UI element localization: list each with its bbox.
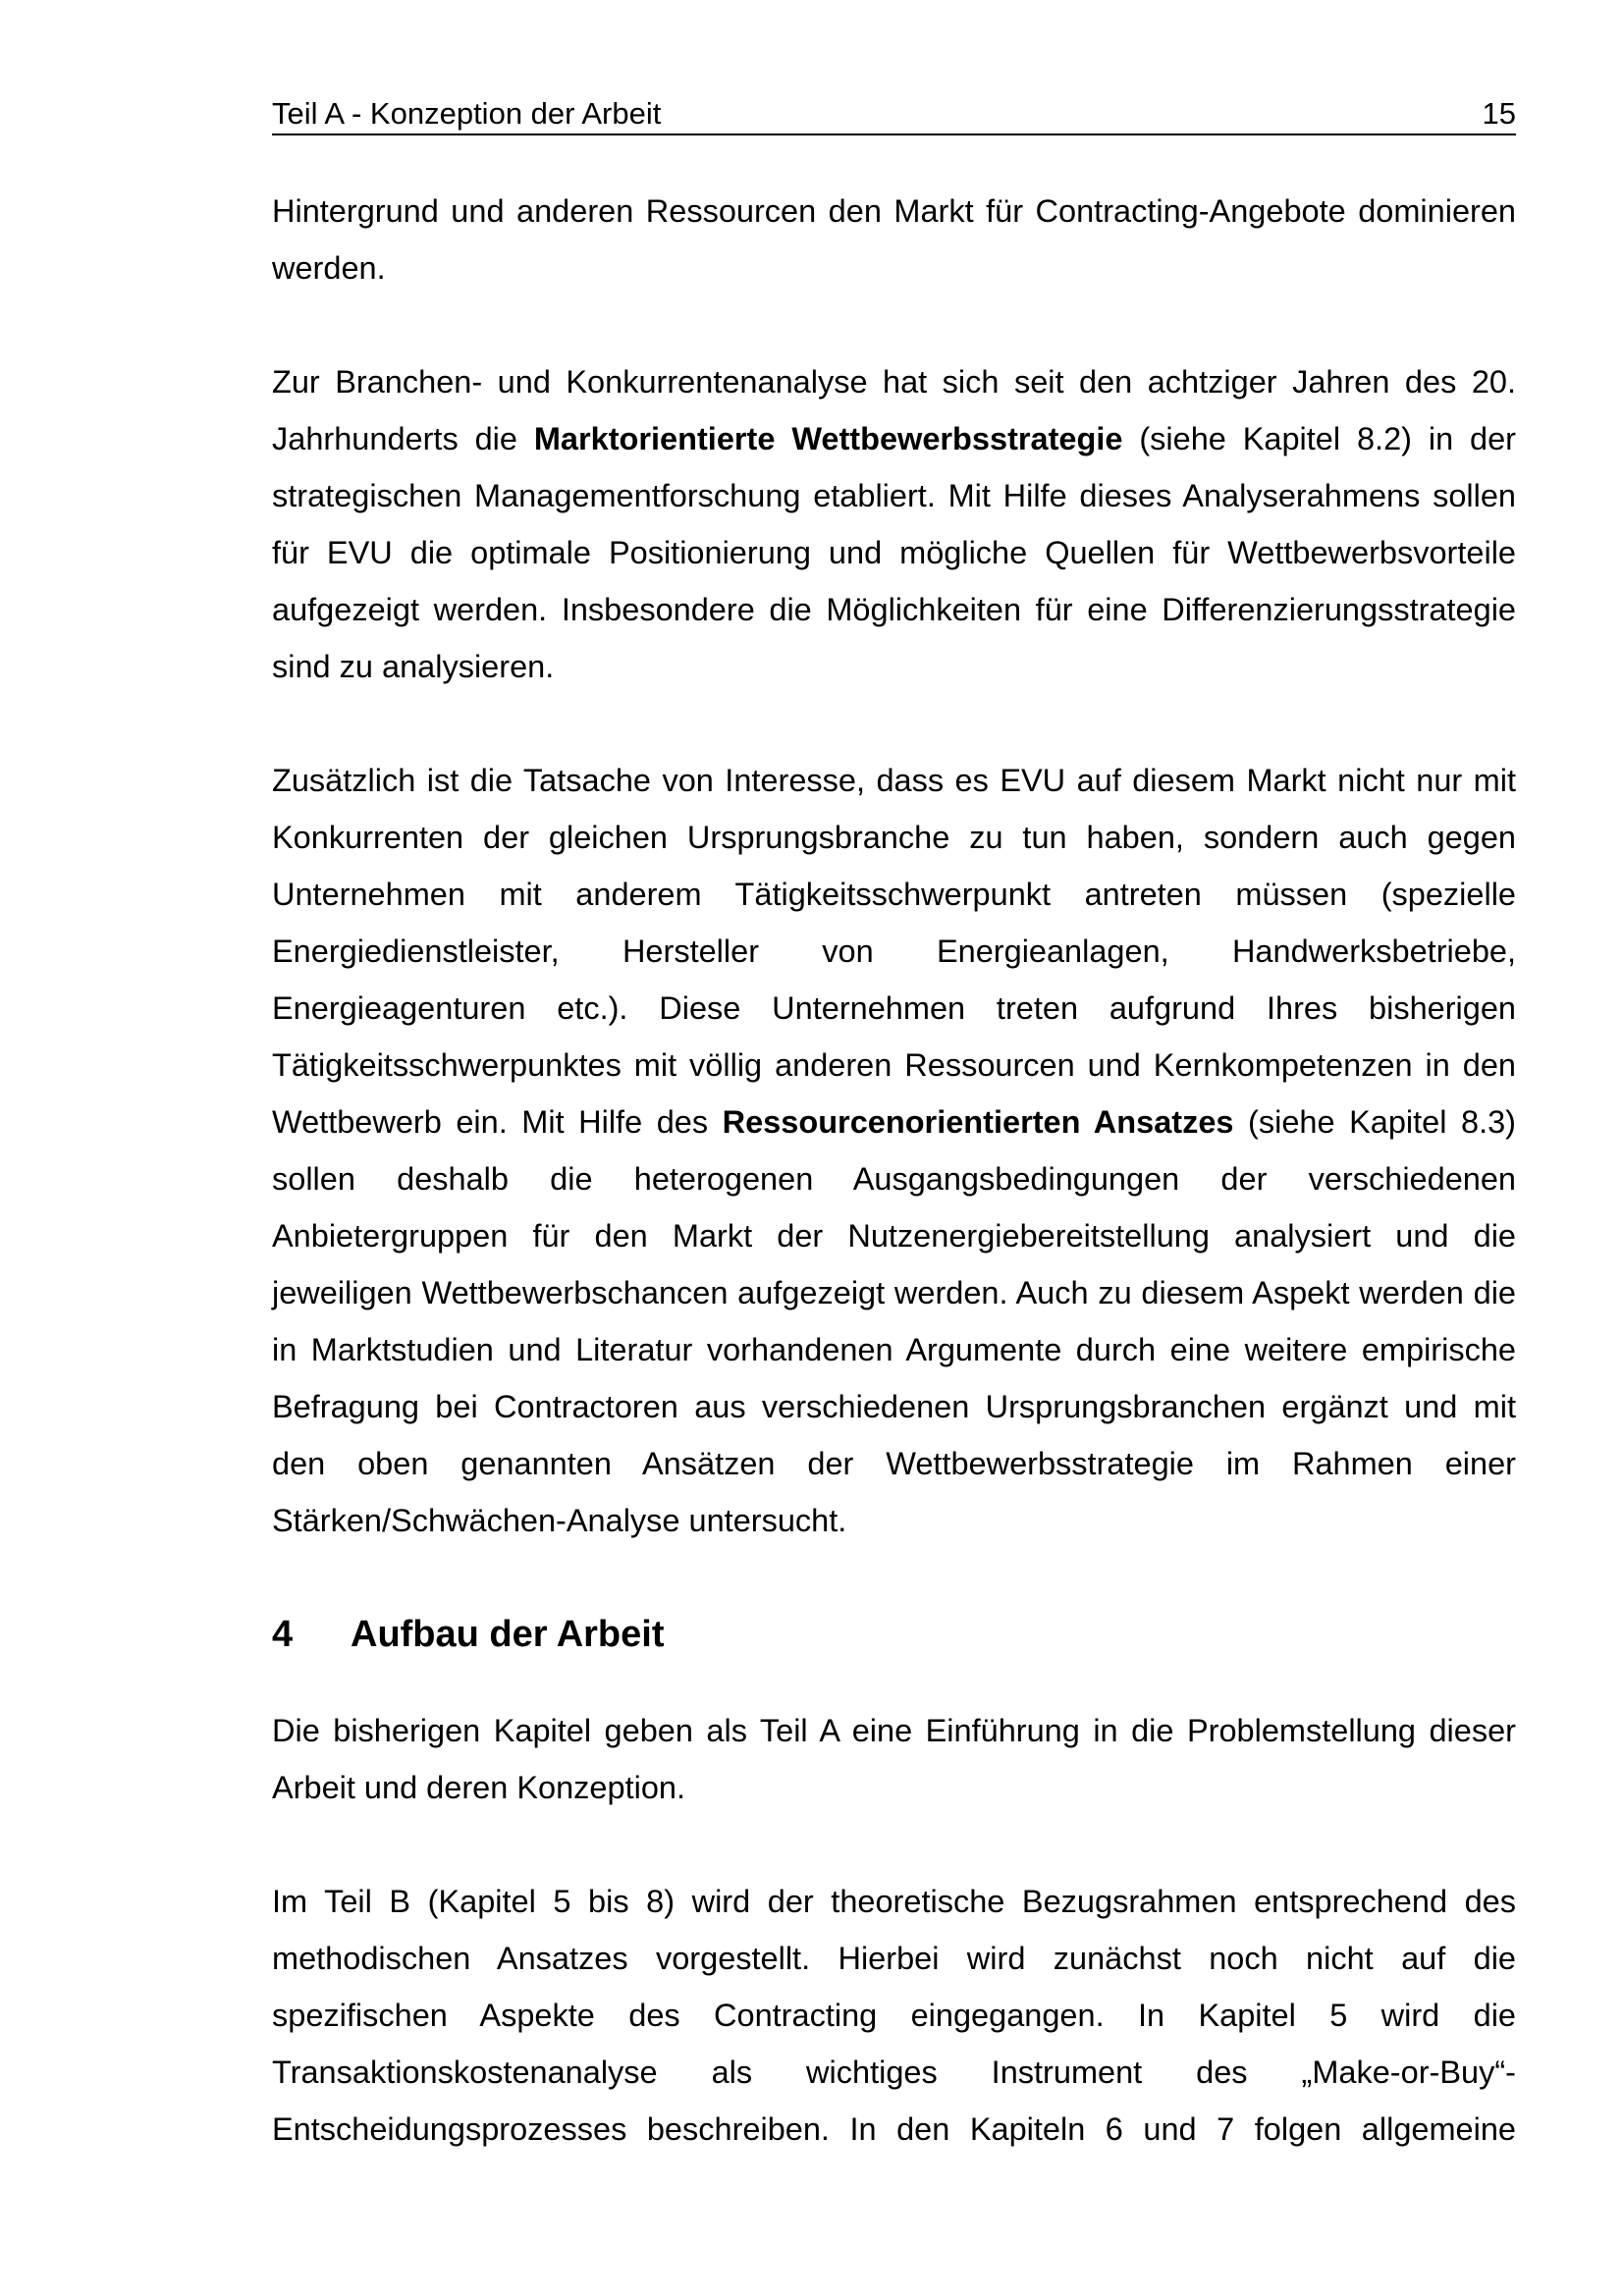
paragraph-2-text-b: (siehe Kapitel 8.2) in der strategischen Managementforschung etabliert. Mit Hilfe dieses Analyserahmens sollen für EVU die optimale Positionierung und mögliche Quellen für Wettbewerbsvorteile aufgezeigt werden. Insbesondere die Möglichkeiten für eine Differenzierungsstrategie sind zu analysieren. [272, 421, 1516, 684]
paragraph-4: Die bisherigen Kapitel geben als Teil A eine Einführung in die Problemstellung dieser Arbeit und deren Konzeption. [272, 1713, 1516, 1805]
section-title: Aufbau der Arbeit [351, 1614, 665, 1655]
term-ressourcenorientierter-ansatz: Ressourcenorientierten Ansatzes [722, 1104, 1234, 1140]
paragraph-5: Im Teil B (Kapitel 5 bis 8) wird der theoretische Bezugsrahmen entsprechend des methodischen Ansatzes vorgestellt. Hierbei wird zunächst noch nicht auf die spezifischen Aspekte des Contracting eingegangen. In Kapitel 5 wird die Transaktionskostenanalyse als wichtiges Instrument des „Make-or-Buy“-Entscheidungsprozesses beschreiben. In den Kapiteln 6 und 7 folgen allgemeine [272, 1884, 1516, 2147]
paragraph-3 [272, 752, 1516, 1549]
term-marktorientierte-wettbewerbsstrategie: Marktorientierte Wettbewerbsstrategie [533, 421, 1123, 456]
section-heading [272, 1606, 1516, 1663]
paragraph-2-text-a: Zur Branchen- und Konkurrentenanalyse hat sich seit den achtziger Jahren des 20. Jahrhunderts die [272, 364, 1516, 456]
paragraph-2 [272, 353, 1516, 695]
paragraph-3-text-b: (siehe Kapitel 8.3) sollen deshalb die heterogenen Ausgangsbedingungen der verschiedenen Anbietergruppen für den Markt der Nutzenergiebereitstellung analysiert und die jeweiligen Wettbewerbschancen aufgezeigt werden. Auch zu diesem Aspekt werden die in Marktstudien und Literatur vorhandenen Argumente durch eine weitere empirische Befragung bei Contractoren aus verschiedenen Ursprungsbranchen ergänzt und mit den oben genannten Ansätzen der Wettbewerbsstrategie im Rahmen einer Stärken/Schwächen-Analyse untersucht. [272, 1104, 1516, 1538]
paragraph-3-text-a: Zusätzlich ist die Tatsache von Interesse, dass es EVU auf diesem Markt nicht nur mit Konkurrenten der gleichen Ursprungsbranche zu tun haben, sondern auch gegen Unternehmen mit anderem Tätigkeitsschwerpunkt antreten müssen (spezielle Energiedienstleister, Hersteller von Energieanlagen, Handwerksbetriebe, Energieagenturen etc.). Diese Unternehmen treten aufgrund Ihres bisherigen Tätigkeitsschwerpunktes mit völlig anderen Ressourcen und Kernkompetenzen in den Wettbewerb ein. Mit Hilfe des [272, 763, 1516, 1140]
section-number: 4 [272, 1614, 294, 1655]
page-number: 15 [1482, 96, 1516, 131]
body-text [272, 183, 1516, 2158]
page-header [272, 94, 1516, 135]
running-title: Teil A - Konzeption der Arbeit [272, 96, 662, 131]
paragraph-1: Hintergrund und anderen Ressourcen den Markt für Contracting-Angebote dominieren werden. [272, 193, 1516, 286]
